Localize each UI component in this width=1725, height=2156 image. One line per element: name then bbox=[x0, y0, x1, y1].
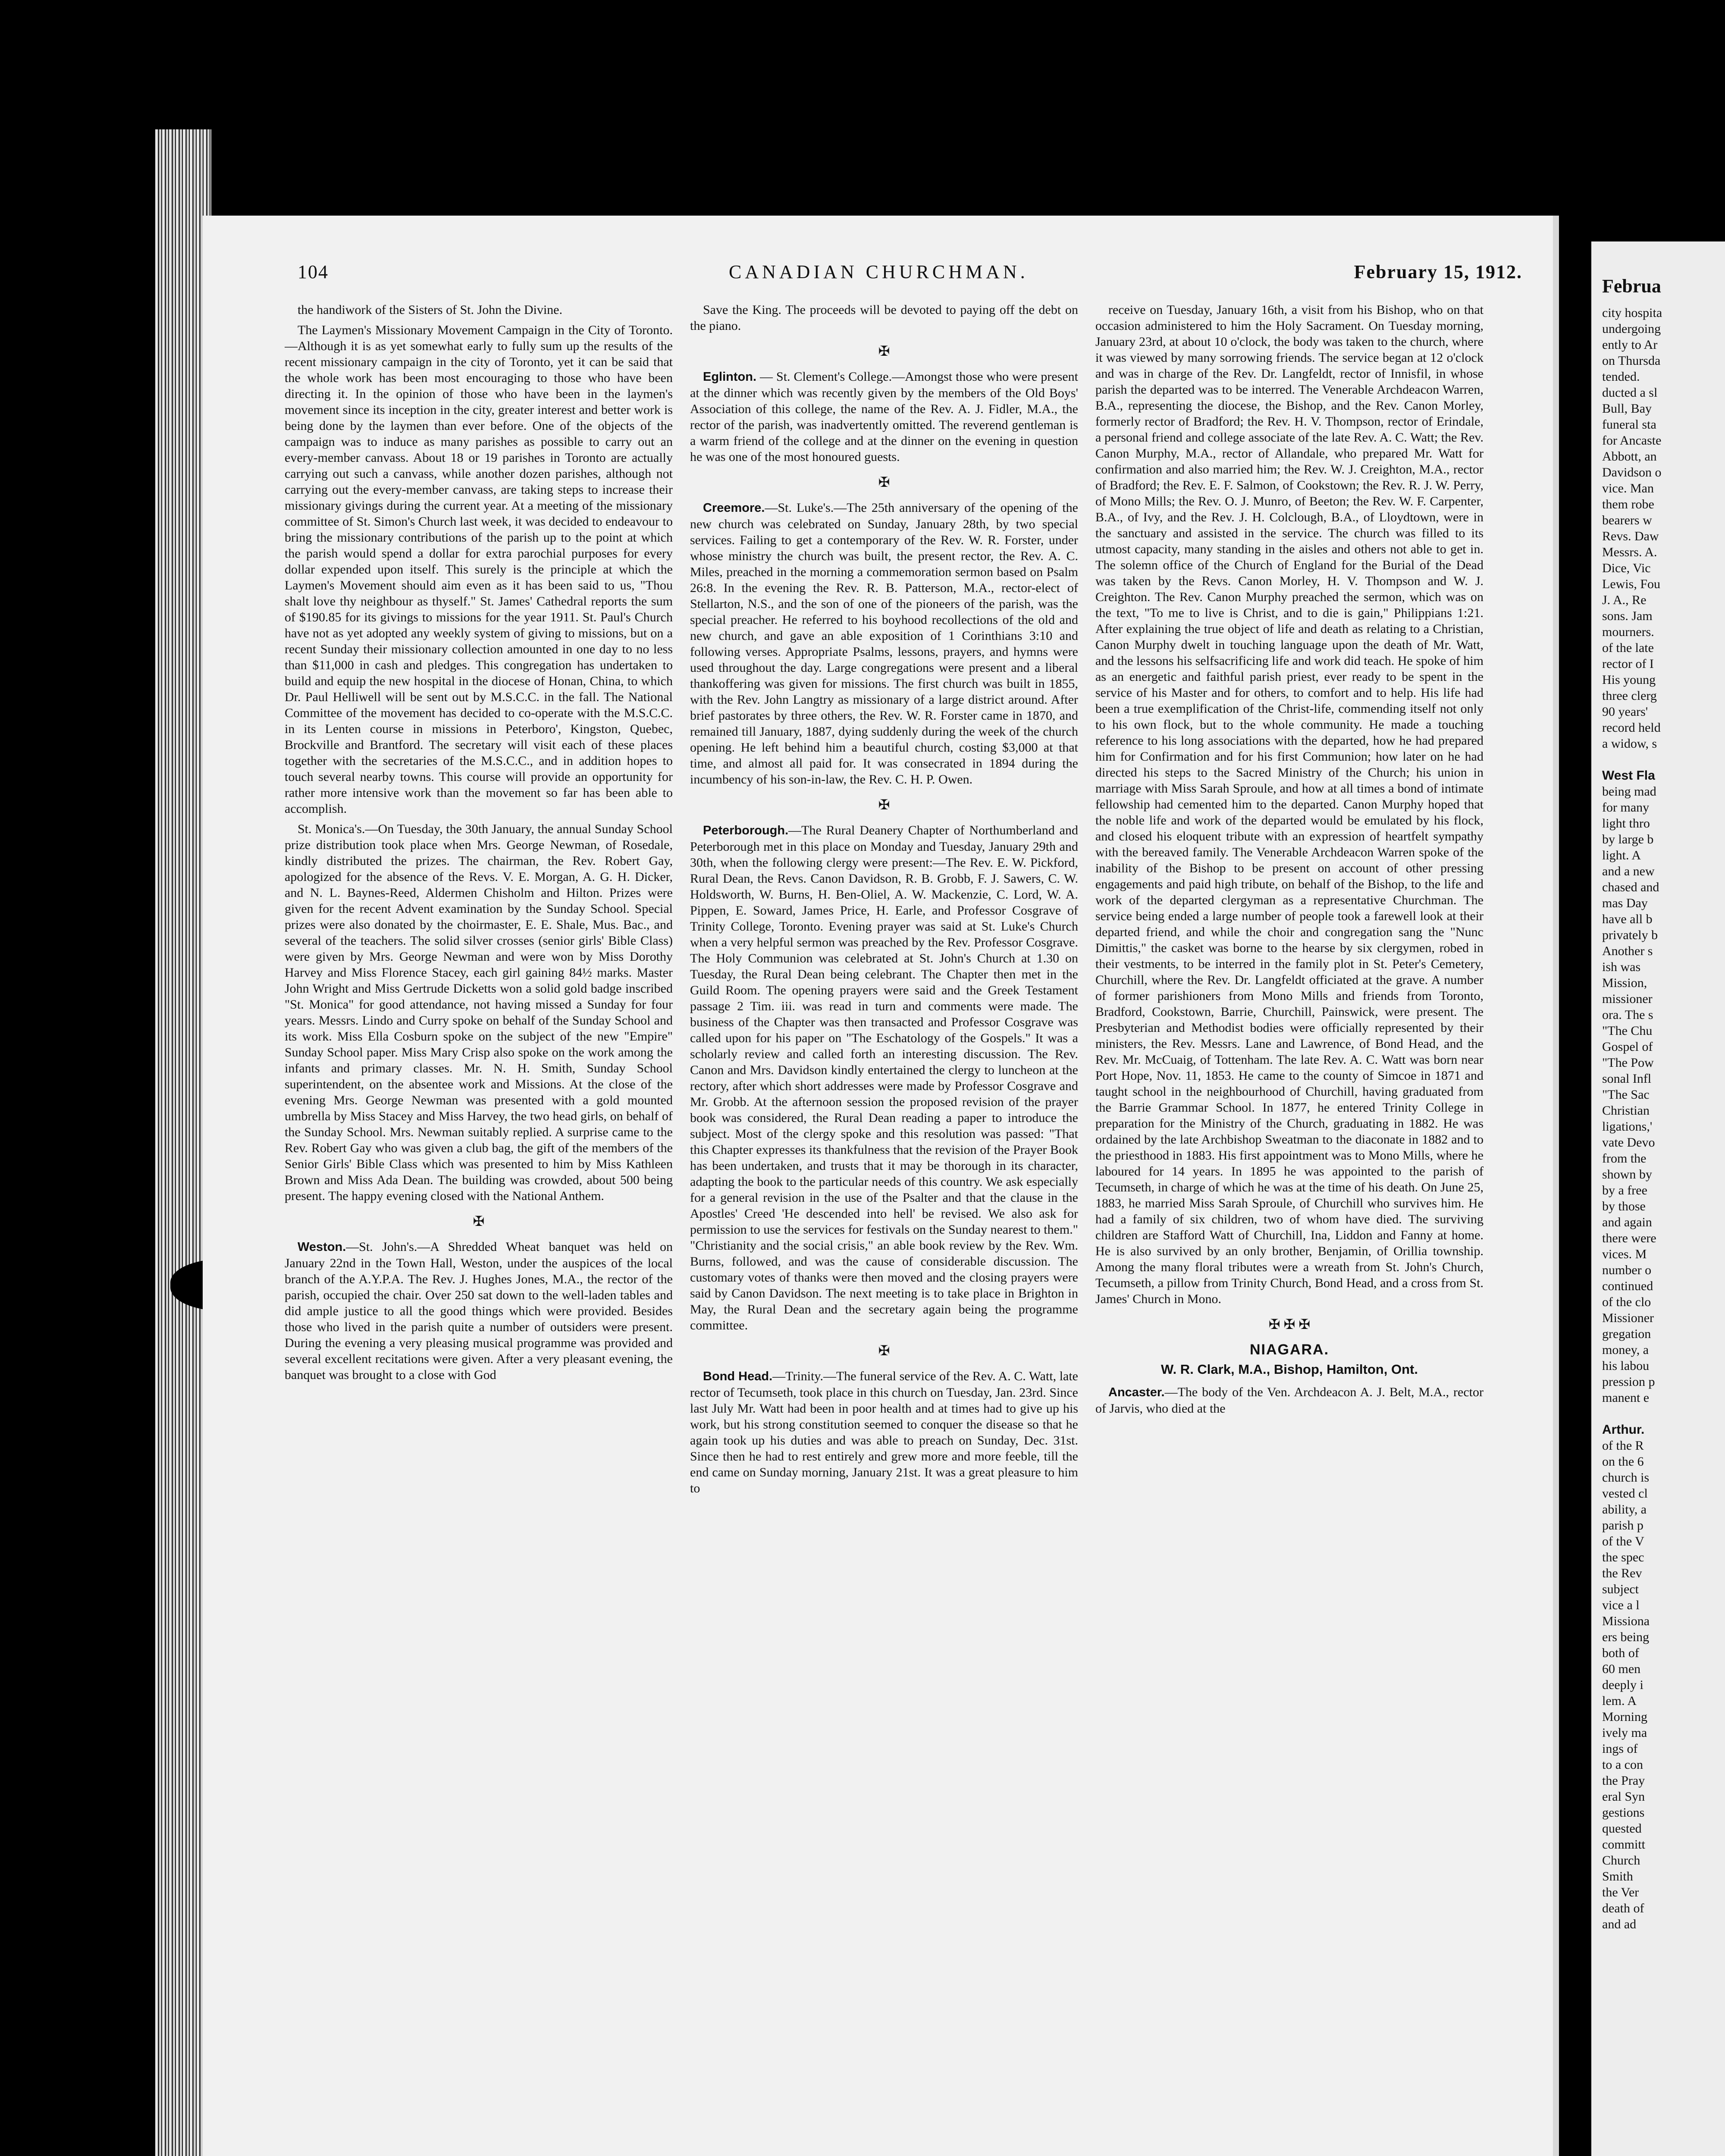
right-page-line: Smith bbox=[1602, 1869, 1633, 1883]
right-page-line: to a con bbox=[1602, 1758, 1643, 1772]
right-page-line: ings of bbox=[1602, 1742, 1638, 1756]
right-page-line: Mission, bbox=[1602, 976, 1647, 990]
section-divider: ✠ bbox=[878, 1343, 890, 1358]
column-2 bbox=[690, 302, 1078, 2156]
right-page-line: mas Day bbox=[1602, 896, 1648, 910]
right-page-line: undergoing bbox=[1602, 322, 1661, 336]
right-page-line: Revs. Daw bbox=[1602, 529, 1659, 543]
right-page-line: both of bbox=[1602, 1646, 1639, 1660]
right-page-line: vested cl bbox=[1602, 1486, 1648, 1501]
right-page-line: J. A., Re bbox=[1602, 593, 1647, 607]
right-page-line: bearers w bbox=[1602, 513, 1652, 527]
right-page-line: being mad bbox=[1602, 784, 1656, 799]
section-divider: ✠ bbox=[878, 343, 890, 359]
right-page-line: Another s bbox=[1602, 944, 1653, 958]
article-body: —Trinity.—The funeral service of the Rev. A. C. Watt, late rector of Tecumseth, took place in this church on Tuesday, Jan. 23rd. Since last July Mr. Watt had been in poor health and at times had to give up his work, but his strong constitution seemed to conquer the disease so that he again took up his duties and was able to preach on Sunday, Dec. 31st. Since then he had to rest entirely and grew more and more feeble, till the end came on Sunday morning, January 21st. It was a great pleasure to him to bbox=[690, 1369, 1078, 1495]
right-page-line: His young bbox=[1602, 673, 1656, 687]
right-page-line: Missiona bbox=[1602, 1614, 1650, 1628]
right-page-line: sonal Infl bbox=[1602, 1072, 1652, 1086]
article-place-name: Peterborough. bbox=[703, 824, 789, 837]
right-page-line: the Ver bbox=[1602, 1885, 1639, 1899]
right-page-line: them robe bbox=[1602, 497, 1654, 511]
article-paragraph bbox=[690, 500, 1078, 787]
right-page-line: sons. Jam bbox=[1602, 609, 1653, 623]
section-divider: ✠ bbox=[878, 797, 890, 812]
right-page-line: rector of I bbox=[1602, 657, 1654, 671]
right-page-line: continued bbox=[1602, 1279, 1653, 1293]
right-page-line: ish was bbox=[1602, 960, 1641, 974]
article-place-name: Weston. bbox=[298, 1240, 346, 1254]
right-page-header: Februa bbox=[1602, 276, 1661, 297]
right-page-line: the Rev bbox=[1602, 1566, 1642, 1580]
right-page-line: Dice, Vic bbox=[1602, 561, 1651, 575]
article-place-name: Bond Head. bbox=[703, 1369, 773, 1383]
right-page-line: of the V bbox=[1602, 1534, 1644, 1548]
right-page-line: ducted a sl bbox=[1602, 385, 1658, 400]
right-page-line: West Fla bbox=[1602, 768, 1655, 783]
right-page-line: of the late bbox=[1602, 641, 1654, 655]
right-page-line: shown by bbox=[1602, 1167, 1652, 1181]
right-page-line: the Pray bbox=[1602, 1774, 1645, 1788]
article-body: — St. Clement's College.—Amongst those who were present at the dinner which was recently given by the members of the Old Boys' Association of this college, the name of the Rev. A. J. Fidler, M.A., the rector of the parish, was inadvertently omitted. The reverend gentleman is a warm friend of the college and at the dinner on the evening in question he was one of the most honoured guests. bbox=[690, 370, 1078, 464]
right-page-line: for Ancaste bbox=[1602, 433, 1662, 448]
publication-title: CANADIAN CHURCHMAN. bbox=[729, 261, 1029, 282]
bishop-subheading: W. R. Clark, M.A., Bishop, Hamilton, Ont. bbox=[1161, 1362, 1418, 1377]
section-divider: ✠ ✠ ✠ bbox=[1268, 1316, 1311, 1332]
right-page-line: and ad bbox=[1602, 1917, 1637, 1931]
right-page-line: deeply i bbox=[1602, 1678, 1643, 1692]
right-page-line: and again bbox=[1602, 1215, 1652, 1229]
article-body: —The body of the Ven. Archdeacon A. J. Belt, M.A., rector of Jarvis, who died at the bbox=[1095, 1385, 1484, 1416]
right-page-line: Abbott, an bbox=[1602, 449, 1657, 464]
right-page-line: by a free bbox=[1602, 1183, 1647, 1197]
right-page-line: light thro bbox=[1602, 816, 1650, 830]
right-page-line: Bull, Bay bbox=[1602, 401, 1652, 416]
right-page-line: have all b bbox=[1602, 912, 1653, 926]
right-page-line: record held bbox=[1602, 721, 1661, 735]
right-page-line bbox=[1602, 752, 1725, 768]
right-page-line: eral Syn bbox=[1602, 1789, 1645, 1804]
article-body: —St. John's.—A Shredded Wheat banquet was held on January 22nd in the Town Hall, Weston, under the auspices of the local branch of the A.Y.P.A. The Rev. J. Hughes Jones, M.A., the rector of the parish, occupied the chair. Over 250 sat down to the well-laden tables and did ample justice to all the good things which were provided. Besides those who lived in the parish quite a number of outsiders were present. During the evening a very pleasing musical programme was provided and several excellent recitations were given. After a very pleasant evening, the banquet was brought to a close with God bbox=[285, 1240, 673, 1382]
right-page-line: there were bbox=[1602, 1231, 1656, 1245]
right-page-line: pression p bbox=[1602, 1375, 1655, 1389]
section-divider: ✠ bbox=[878, 474, 890, 490]
section-divider: ✠ bbox=[473, 1213, 485, 1229]
right-page-line: Missioner bbox=[1602, 1311, 1654, 1325]
page-header bbox=[298, 261, 1522, 291]
right-page-line: and a new bbox=[1602, 864, 1655, 878]
right-page-line bbox=[1602, 1406, 1725, 1422]
article-paragraph: St. Monica's.—On Tuesday, the 30th January, the annual Sunday School prize distribution took place when Mrs. George Newman, of Rosedale, kindly distributed the prizes. The chairman, the Rev. Robert Gay, apologized for the absence of the Revs. V. E. Morgan, A. G. H. Dicker, and N. L. Baynes-Reed, Aldermen Chisholm and Hilton. Prizes were given for the recent Advent examination by the Sunday School. Special prizes were also donated by the choirmaster, E. E. Shale, Mus. Bac., and several of the teachers. The solid silver crosses (senior girls' Bible Class) were given by Mrs. George Newman and were won by Miss Dorothy Harvey and Miss Florence Stacey, each girl gaining 84½ marks. Master John Wright and Miss Gertrude Dicketts won a solid gold badge inscribed "St. Monica" for good attendance, not having missed a Sunday for four years. Messrs. Lindo and Curry spoke on behalf of the Sunday School and its work. Miss Ella Cosburn spoke on the subject of the new "Empire" Sunday School paper. Miss Mary Crisp also spoke on the work among the infants and primary classes. Mr. N. H. Smith, Sunday School superintendent, on the absentee work and Missions. At the close of the evening Mrs. George Newman was presented with a gold mounted umbrella by Miss Stacey and Miss Harvey, the two head girls, on behalf of the Sunday School. Mrs. Newman suitably replied. A surprise came to the Rev. Robert Gay who was given a club bag, the gift of the members of the Senior Girls' Bible Class which was presented to him by Miss Kathleen Brown and Miss Ada Dean. The building was crowded, about 500 being present. The happy evening closed with the National Anthem. bbox=[285, 822, 673, 1203]
right-page-line: privately b bbox=[1602, 928, 1658, 942]
article-paragraph: the handiwork of the Sisters of St. John the Divine. bbox=[298, 303, 563, 317]
gutter bbox=[1559, 129, 1591, 2156]
right-page-line: for many bbox=[1602, 800, 1650, 815]
right-page-line: on Thursda bbox=[1602, 354, 1661, 368]
right-page-line: from the bbox=[1602, 1151, 1647, 1166]
right-page-line: on the 6 bbox=[1602, 1454, 1644, 1469]
right-page-line: lem. A bbox=[1602, 1694, 1637, 1708]
left-page bbox=[203, 216, 1559, 2156]
right-page-line: 90 years' bbox=[1602, 705, 1648, 719]
right-page-line: gregation bbox=[1602, 1327, 1651, 1341]
right-page-line: "The Pow bbox=[1602, 1056, 1654, 1070]
right-page-line: quested bbox=[1602, 1821, 1642, 1836]
right-page-line: ligations,' bbox=[1602, 1119, 1653, 1134]
right-page-line: ently to Ar bbox=[1602, 338, 1658, 352]
article-body: —The Rural Deanery Chapter of Northumberland and Peterborough met in this place on Monday and Tuesday, January 29th and 30th, when the following clergy were present:—The Rev. E. W. Pickford, Rural Dean, the Revs. Canon Davidson, R. B. Grobb, F. J. Sawers, C. W. Holdsworth, W. Burns, H. Ben-Oliel, A. W. Mackenzie, C. Lord, W. A. Pippen, E. Soward, James Price, H. Earle, and Professor Cosgrave of Trinity College, Toronto. Evening prayer was said at St. Luke's Church when a very helpful sermon was preached by the Rev. Professor Cosgrave. The Holy Communion was celebrated at St. John's Church at 1.30 on Tuesday, the Rural Dean being celebrant. The Chapter then met in the Guild Room. The opening prayers were said and the Greek Testament passage 2 Tim. iii. was read in turn and comments were made. The business of the Chapter was then transacted and Professor Cosgrave was called upon for his paper on "The Eschatology of the Gospels." It was a scholarly review and called forth an interesting discussion. The Rev. Canon and Mrs. Davidson kindly entertained the clergy to luncheon at the rectory, after which short addresses were made by Professor Cosgrave and Mr. Grobb. At the afternoon session the proposed revision of the prayer book was considered, the Rural Dean reading a paper to introduce the subject. Most of the clergy spoke and this resolution was passed: "That this Chapter expresses its thankfulness that the revision of the Prayer Book has been undertaken, and trusts that it may be thorough in its character, adapting the book to the particular needs of this country. We ask especially for a general revision in the use of the Psalter and that the clause in the Apostles' Creed 'He descended into hell' be revised. We also ask for permission to use the services for festivals on the Sunday nearest to them." "Christianity and the social crisis," an able book review by the Rev. Wm. Burns, followed, and was the cause of considerable discussion. The customary votes of thanks were then moved and the closing prayers were said by Canon Davidson. The next meeting is to take place in Brighton in May, the Rural Dean and the secretary again being the programme committee. bbox=[690, 823, 1078, 1332]
right-page-line: Gospel of bbox=[1602, 1040, 1653, 1054]
right-page-line: his labou bbox=[1602, 1359, 1650, 1373]
right-page-line: chased and bbox=[1602, 880, 1659, 894]
right-page-line: Messrs. A. bbox=[1602, 545, 1657, 559]
right-page-line: a widow, s bbox=[1602, 736, 1657, 751]
right-page-line: of the R bbox=[1602, 1438, 1644, 1453]
right-page-line: light. A bbox=[1602, 848, 1641, 862]
right-page-line: of the clo bbox=[1602, 1295, 1651, 1309]
article-paragraph: receive on Tuesday, January 16th, a visit from his Bishop, who on that occasion administered to him the Holy Sacrament. On Tuesday morning, January 23rd, at about 10 o'clock, the body was taken to the church, where it was viewed by many sorrowing friends. The service began at 12 o'clock and was in charge of the Rev. Dr. Langfeldt, rector of Innisfil, in whose parish the departed was to be interred. The Venerable Archdeacon Warren, B.A., representing the diocese, the Bishop, and the Rev. Canon Morley, formerly rector of Bradford; the Rev. H. V. Thompson, rector of Erindale, a personal friend and college associate of the late Rev. A. C. Watt; the Rev. Canon Murphy, M.A., rector of Allandale, who prepared Mr. Watt for confirmation and also married him; the Rev. W. J. Creighton, M.A., rector of Bradford; the Rev. E. F. Salmon, of Cookstown; the Rev. R. J. W. Perry, of Mono Mills; the Rev. O. J. Munro, of Beeton; the Rev. W. F. Carpenter, B.A., of Ivy, and the Rev. J. H. Colclough, B.A., of Lloydtown, were in the sanctuary and assisted in the service. The church was filled to its utmost capacity, many standing in the aisles and others not able to get in. The solemn office of the Church of England for the Burial of the Dead was taken by the Revs. Canon Morley, H. V. Thompson and W. J. Creighton. The Rev. Canon Murphy preached the sermon, which was on the text, "To me to live is Christ, and to die is gain," Philippians 1:21. After explaining the true object of life and death as relating to a Christian, Canon Murphy dwelt in touching language upon the death of Mr. Watt, and the lessons his selfsacrificing life and work did teach. He spoke of him as an energetic and faithful parish priest, ever ready to be spent in the service of his Master and for others, to comfort and to help. His life had been a true exemplification of the Christ-life, commending itself not only to his own flock, but to the whole community. He made a touching reference to his long associations with the departed, how he had prepared him for Confirmation and for his first Communion; how later on he had directed his steps to the Sacred Ministry of the Church; his union in marriage with Miss Sarah Sproule, and how at all times a bond of intimate fellowship had cemented him to the departed. Canon Murphy hoped that the noble life and work of the departed would be emulated by his flock, and closed his eloquent tribute with an expression of heartfelt sympathy with the bereaved family. The Venerable Archdeacon Warren spoke of the inability of the Bishop to be present on account of other pressing engagements and paid high tribute, on behalf of the Bishop, to the life and work of the departed clergyman as a representative Churchman. The service being ended a large number of people took a farewell look at their departed friend, and while the choir and congregation sang the "Nunc Dimittis," the casket was borne to the hearse by six clergymen, robed in their vestments, to be interred in the family plot in St. Peter's Cemetery, Churchill, where the Rev. Dr. Langfeldt officiated at the grave. A number of former parishioners from Mono Mills and friends from Toronto, Bradford, Cookstown, Barrie, Churchill, Painswick, were present. The Presbyterian and Methodist bodies were officially represented by their ministers, the Rev. Messrs. Lane and Lawrence, of Bond Head, and the Rev. Mr. McCuaig, of Tottenham. The late Rev. A. C. Watt was born near Port Hope, Nov. 11, 1853. He came to the county of Simcoe in 1871 and taught school in the neighbourhood of Churchill, having graduated from the Barrie Grammar School. In 1877, he entered Trinity College in preparation for the Ministry of the Church, graduating in 1882. He was ordained by the late Archbishop Sweatman to the diaconate in 1882 and to the priesthood in 1883. His first appointment was to Mono Mills, where he laboured for 14 years. In 1895 he was appointed to the parish of Tecumseth, in charge of which he was at the time of his death. On June 25, 1883, he married Miss Sarah Sproule, of Churchill who survives him. He had a family of six children, two of whom have died. The surviving children are Stafford Watt of Churchill, Ina, Liddon and Fanny at home. He is also survived by an only brother, Benjamin, of Orillia township. Among the many floral tributes were a wreath from St. John's Church, Tecumseth, a pillow from Trinity Church, Bond Head, and a cross from St. James' Church in Mono. bbox=[1095, 303, 1484, 1306]
article-place-name: Creemore. bbox=[703, 501, 765, 515]
right-page-line: tended. bbox=[1602, 370, 1640, 384]
right-page-line: Arthur. bbox=[1602, 1423, 1645, 1437]
right-page-line: ability, a bbox=[1602, 1502, 1647, 1517]
article-paragraph bbox=[285, 1239, 673, 1383]
right-page-line: Davidson o bbox=[1602, 465, 1662, 479]
right-page-line: vice a l bbox=[1602, 1598, 1640, 1612]
right-page-line: ora. The s bbox=[1602, 1008, 1653, 1022]
right-page-line: vice. Man bbox=[1602, 481, 1654, 495]
right-page-lines bbox=[1602, 305, 1725, 1932]
right-page-line: Morning bbox=[1602, 1710, 1647, 1724]
right-page-line: Church bbox=[1602, 1853, 1640, 1868]
column-1 bbox=[285, 302, 673, 2156]
right-page-line: three clerg bbox=[1602, 689, 1657, 703]
right-page-line: ively ma bbox=[1602, 1726, 1647, 1740]
right-page-line: money, a bbox=[1602, 1343, 1649, 1357]
right-page-line: death of bbox=[1602, 1901, 1644, 1915]
right-page-line: vate Devo bbox=[1602, 1135, 1655, 1150]
article-place-name: Eglinton. bbox=[703, 370, 757, 384]
article-paragraph bbox=[1095, 1384, 1484, 1416]
article-body: —St. Luke's.—The 25th anniversary of the opening of the new church was celebrated on Sunday, January 28th, by two special services. Failing to get a contemporary of the Rev. W. R. Forster, under whose ministry the church was built, the present rector, the Rev. A. C. Miles, preached in the morning a commemoration sermon based on Psalm 26:8. In the evening the Rev. R. B. Patterson, M.A., rector-elect of Stellarton, N.S., and the son of one of the pioneers of the parish, was the special preacher. He referred to his boyhood recollections of the old and new church, and gave an able exposition of 1 Corinthians 3:10 and following verses. Appropriate Psalms, lessons, prayers, and hymns were used throughout the day. Large congregations were present and a liberal thankoffering was given for missions. The first church was built in 1855, with the Rev. John Langtry as missionary of a large district around. After brief pastorates by three others, the Rev. W. R. Forster came in 1870, and remained till January, 1887, dying suddenly during the week of the church opening. He left behind him a beautiful church, costing $3,000 at that time, and almost all paid for. It was consecrated in 1894 during the incumbency of his son-in-law, the Rev. C. H. P. Owen. bbox=[690, 501, 1078, 787]
right-page-line: manent e bbox=[1602, 1391, 1650, 1405]
right-page-column bbox=[1602, 276, 1725, 1932]
right-page-line: gestions bbox=[1602, 1805, 1645, 1820]
right-page-line: funeral sta bbox=[1602, 417, 1656, 432]
right-page-line: the spec bbox=[1602, 1550, 1644, 1564]
right-page-line: vices. M bbox=[1602, 1247, 1647, 1261]
column-3 bbox=[1095, 302, 1484, 2156]
right-page-line: Christian bbox=[1602, 1103, 1650, 1118]
article-paragraph: Save the King. The proceeds will be devoted to paying off the debt on the piano. bbox=[690, 303, 1078, 333]
right-page-line: ers being bbox=[1602, 1630, 1650, 1644]
right-page bbox=[1591, 241, 1725, 2156]
right-page-line: 60 men bbox=[1602, 1662, 1641, 1676]
right-page-line: Lewis, Fou bbox=[1602, 577, 1660, 591]
right-page-line: missioner bbox=[1602, 992, 1653, 1006]
right-page-line: by those bbox=[1602, 1199, 1646, 1213]
article-paragraph: The Laymen's Missionary Movement Campaign in the City of Toronto.—Although it is as yet somewhat early to fully sum up the results of the recent missionary campaign in the city of Toronto, yet it can be said that the whole work has been most encouraging to those who have been directing it. In the opinion of those who have been in the laymen's movement since its inception in the city, greater interest and better work is being done by the laymen than ever before. One of the objects of the campaign was to induce as many parishes as possible to carry out an every-member canvass. About 18 or 19 parishes in Toronto are actually carrying out such a canvass, while another dozen parishes, although not carrying out the every-member canvass, are taking steps to increase their missionary givings during the current year. At a meeting of the missionary committee of St. Simon's Church last week, it was decided to endeavour to bring the missionary contributions of the parish up to the point at which the parish would spend a dollar for extra parochial purposes for every dollar expended upon itself. This surely is the principle at which the Laymen's Movement should aim even as it has been said to us, "Thou shalt love thy neighbour as thyself." St. James' Cathedral reports the sum of $190.85 for its givings to missions for the year 1911. St. Paul's Church have not as yet adopted any weekly system of giving to missions, but on a recent Sunday their missionary collection amounted in one day to no less than $11,000 in cash and pledges. This congregation has undertaken to build and equip the new hospital in the diocese of Honan, China, to which Dr. Paul Helliwell will be sent out by M.S.C.C. in the fall. The National Committee of the movement has decided to co-operate with the M.S.C.C. in its Lenten course in missions in Peterboro', Kingston, Quebec, Brockville and Brantford. The secretary will visit each of these places together with the secretaries of the M.S.C.C., and in addition hopes to touch several nearby towns. This course will provide an opportunity for rather more intensive work than the movement so far has been able to accomplish. bbox=[285, 323, 673, 816]
page-number: 104 bbox=[298, 261, 329, 282]
article-paragraph bbox=[690, 822, 1078, 1333]
right-page-line: committ bbox=[1602, 1837, 1645, 1852]
right-page-line: by large b bbox=[1602, 832, 1654, 846]
right-page-line: city hospita bbox=[1602, 306, 1662, 320]
issue-date: February 15, 1912. bbox=[1354, 261, 1522, 282]
article-paragraph bbox=[690, 369, 1078, 465]
right-page-line: parish p bbox=[1602, 1518, 1643, 1532]
diocese-heading: NIAGARA. bbox=[1249, 1341, 1330, 1358]
right-page-line: mourners. bbox=[1602, 625, 1654, 639]
right-page-line: "The Chu bbox=[1602, 1024, 1653, 1038]
article-paragraph bbox=[690, 1368, 1078, 1496]
right-page-line: "The Sac bbox=[1602, 1087, 1650, 1102]
right-page-line: subject bbox=[1602, 1582, 1639, 1596]
article-place-name: Ancaster. bbox=[1108, 1385, 1165, 1399]
right-page-line: church is bbox=[1602, 1470, 1650, 1485]
right-page-line: number o bbox=[1602, 1263, 1652, 1277]
